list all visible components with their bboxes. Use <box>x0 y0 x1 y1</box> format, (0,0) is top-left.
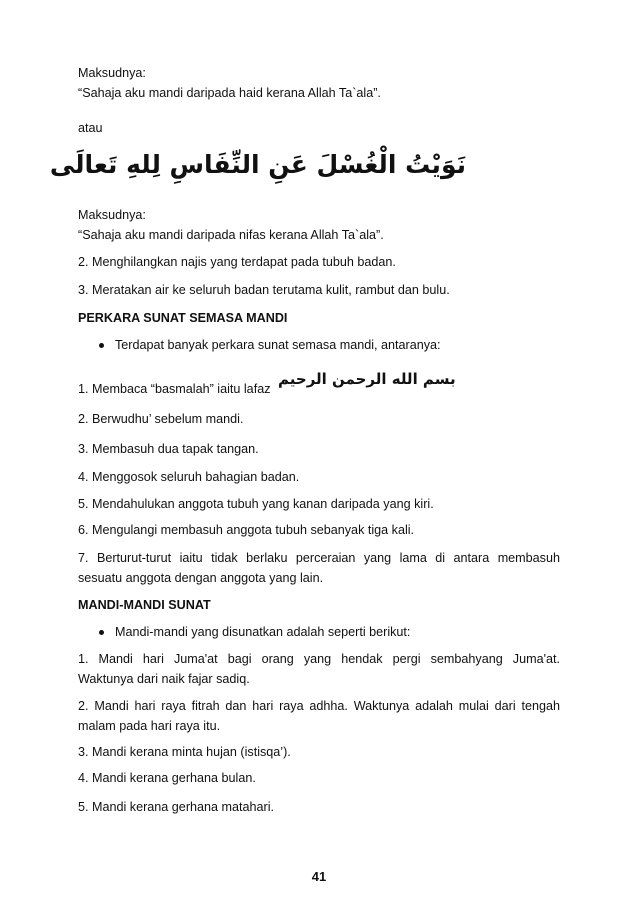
list-item: 2. Menghilangkan najis yang terdapat pada tubuh badan. <box>78 255 396 269</box>
meaning-text: “Sahaja aku mandi daripada haid kerana Allah Ta`ala”. <box>78 86 381 100</box>
meaning-text: “Sahaja aku mandi daripada nifas kerana Allah Ta`ala”. <box>78 228 384 242</box>
arabic-niat-nifas: نَوَيْتُ الْغُسْلَ عَنِ النِّفَاسِ لِلهِ تَعالَى <box>49 150 466 179</box>
list-item-multiline <box>78 548 560 588</box>
list-item-line: sesuatu anggota dengan anggota yang lain. <box>78 571 324 585</box>
list-item-line: 7. Berturut-turut iaitu tidak berlaku perceraian yang lama di antara membasuh <box>78 551 560 565</box>
meaning-label: Maksudnya: <box>78 208 146 222</box>
list-item: 6. Mengulangi membasuh anggota tubuh sebanyak tiga kali. <box>78 523 415 537</box>
list-item: 5. Mandi kerana gerhana matahari. <box>78 800 275 814</box>
list-item-line: Waktunya dari naik fajar sadiq. <box>78 672 250 686</box>
bullet-icon <box>99 343 104 348</box>
list-item: 2. Berwudhu’ sebelum mandi. <box>78 412 244 426</box>
list-item-line: 1. Mandi hari Juma'at bagi orang yang hendak pergi sembahyang Juma'at. <box>78 652 560 666</box>
or-text: atau <box>78 121 103 135</box>
bullet-text: Mandi-mandi yang disunatkan adalah seperti berikut: <box>115 625 411 639</box>
list-item: 5. Mendahulukan anggota tubuh yang kanan daripada yang kiri. <box>78 497 434 511</box>
list-item: 3. Mandi kerana minta hujan (istisqa’). <box>78 745 291 759</box>
list-item-multiline <box>78 649 560 689</box>
meaning-label: Maksudnya: <box>78 66 146 80</box>
page-number: 41 <box>311 869 327 884</box>
list-item-line: 2. Mandi hari raya fitrah dan hari raya adhha. Waktunya adalah mulai dari tengah <box>78 699 560 713</box>
section-heading-mandi-sunat: MANDI-MANDI SUNAT <box>78 598 211 612</box>
document-page <box>49 0 560 903</box>
list-item: 3. Membasuh dua tapak tangan. <box>78 442 259 456</box>
list-item-line: malam pada hari raya itu. <box>78 719 221 733</box>
list-item: 4. Menggosok seluruh bahagian badan. <box>78 470 300 484</box>
bullet-icon <box>99 630 104 635</box>
list-item: 4. Mandi kerana gerhana bulan. <box>78 771 256 785</box>
list-item: 1. Membaca “basmalah” iaitu lafaz <box>78 382 271 396</box>
bullet-text: Terdapat banyak perkara sunat semasa mandi, antaranya: <box>115 338 441 352</box>
section-heading-perkara-sunat: PERKARA SUNAT SEMASA MANDI <box>78 311 288 325</box>
arabic-basmalah: بسم الله الرحمن الرحيم <box>278 370 456 388</box>
list-item: 3. Meratakan air ke seluruh badan terutama kulit, rambut dan bulu. <box>78 283 450 297</box>
meaning-block-nifas <box>78 205 560 245</box>
meaning-block-haid <box>78 63 560 103</box>
list-item-multiline <box>78 696 560 736</box>
